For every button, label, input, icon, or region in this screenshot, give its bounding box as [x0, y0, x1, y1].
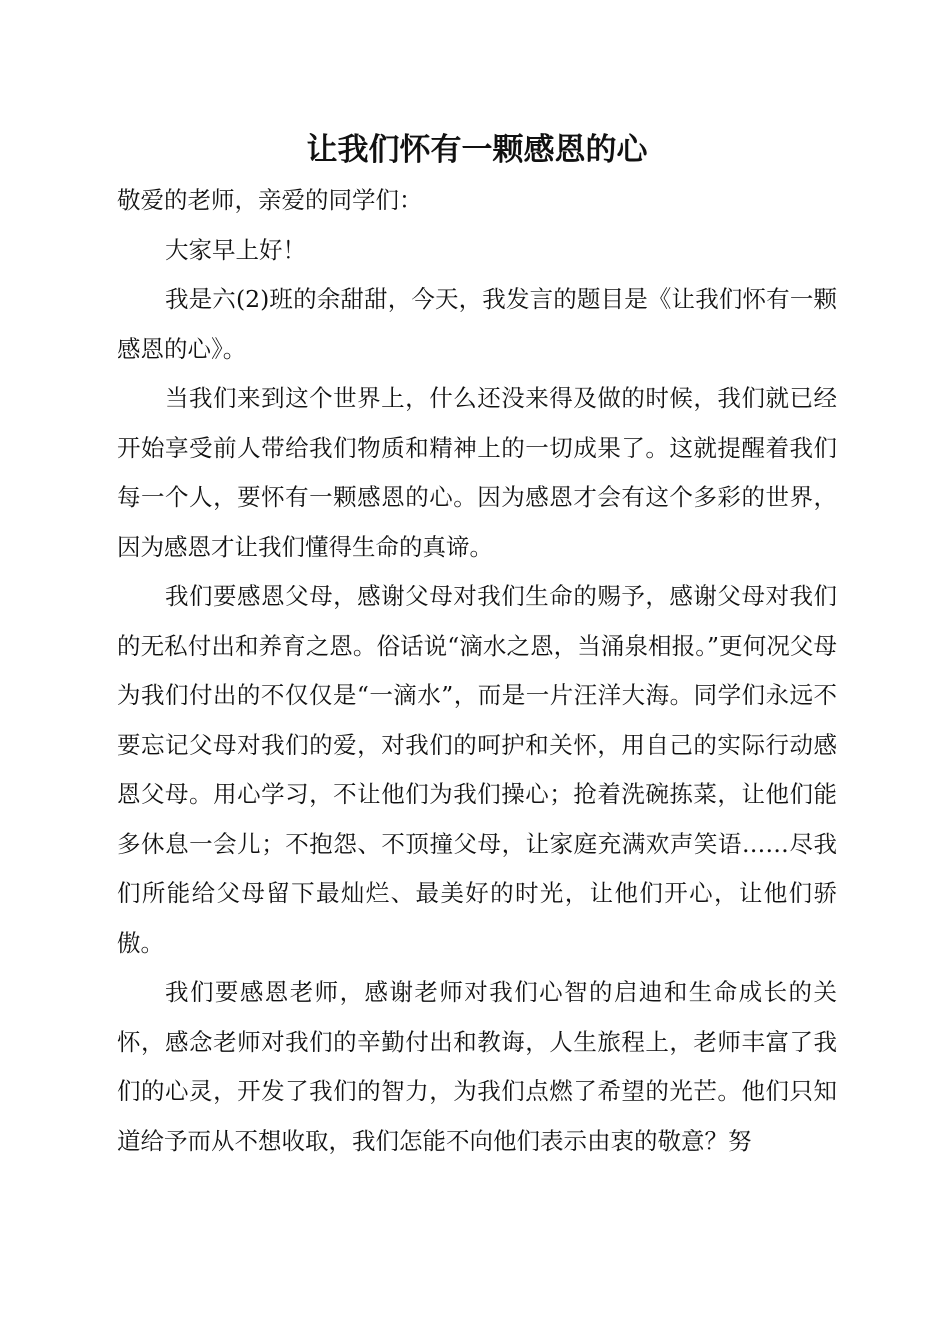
paragraph-gratitude-parents: 我们要感恩父母，感谢父母对我们生命的赐予，感谢父母对我们的无私付出和养育之恩。俗话说“滴水之恩，当涌泉相报。”更何况父母为我们付出的不仅仅是“一滴水”，而是一片汪洋大海。同学们永远不要忘记父母对我们的爱，对我们的呵护和关怀，用自己的实际行动感恩父母。用心学习，不让他们为我们操心；抢着洗碗拣菜，让他们能多休息一会儿；不抱怨、不顶撞父母，让家庭充满欢声笑语……尽我们所能给父母留下最灿烂、最美好的时光，让他们开心，让他们骄傲。 [117, 582, 837, 957]
paragraph-introduction: 我是六(2)班的余甜甜，今天，我发言的题目是《让我们怀有一颗感恩的心》。 [117, 285, 837, 363]
document-body [117, 176, 837, 1166]
paragraph-greeting: 大家早上好！ [165, 235, 306, 264]
salutation: 敬爱的老师，亲爱的同学们： [117, 186, 423, 214]
paragraph-gratitude-teachers: 我们要感恩老师，感谢老师对我们心智的启迪和生命成长的关怀，感念老师对我们的辛勤付出和教诲，人生旅程上，老师丰富了我们的心灵，开发了我们的智力，为我们点燃了希望的光芒。他们只知道给予而从不想收取，我们怎能不向他们表示由衷的敬意？努 [117, 978, 837, 1155]
document-title: 让我们怀有一颗感恩的心 [306, 132, 648, 168]
paragraph-gratitude-world: 当我们来到这个世界上，什么还没来得及做的时候，我们就已经开始享受前人带给我们物质和精神上的一切成果了。这就提醒着我们每一个人，要怀有一颗感恩的心。因为感恩才会有这个多彩的世界，因为感恩才让我们懂得生命的真谛。 [117, 384, 837, 561]
